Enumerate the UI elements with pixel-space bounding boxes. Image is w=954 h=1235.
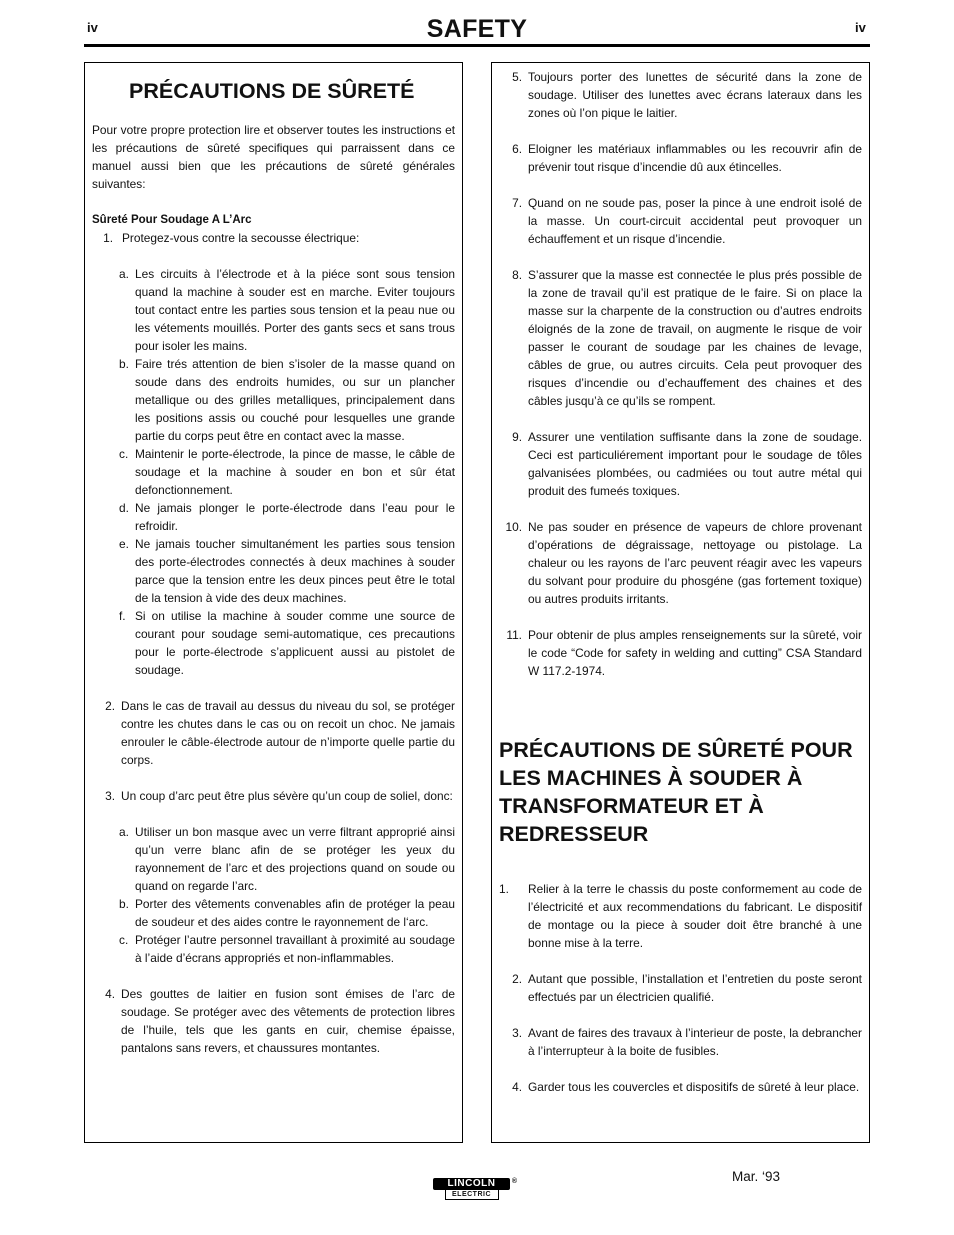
sub-item-3c: c. Protéger l’autre personnel travaillant à proximité au soudage à l’aide d’écrans appropriés et non-inflammables. [119, 933, 455, 965]
list-item-10: 10. Ne pas souder en présence de vapeurs de chlore provenant d’opérations de dégraissage, nettoyage ou pistolage. La chaleur ou les rayons de l’arc peuvent réagir avec les vapeurs du solvant pour produire du phosgéne (gas fortement toxique) ou autres produits irritants. [505, 520, 862, 606]
page-number-left: iv [87, 20, 98, 35]
list-item-3: 3. Un coup d’arc peut être plus sévère qu’un coup de soliel, donc: [105, 789, 453, 803]
right-column-box [491, 62, 870, 1143]
list-item-11: 11. Pour obtenir de plus amples renseignements sur la sûreté, voir le code “Code for safety in welding and cutting” CSA Standard W 117.2-1974. [506, 628, 862, 678]
registered-mark: ® [511, 1178, 517, 1185]
header-rule [84, 44, 870, 47]
sub-item-1a: a. Les circuits à l’électrode et à la piéce sont sous tension quand la machine à souder est en marche. Eviter toujours tout contact entre les parties sous tension et la peau nue ou les vétements mouillés. Porter des gants secs et sans trous pour isoler les mains. [119, 267, 455, 353]
logo-top-text: LINCOLN [433, 1178, 510, 1190]
left-column-box [84, 62, 463, 1143]
list-item-7: 7. Quand on ne soude pas, poser la pince à une endroit isolé de la masse. Un court-circuit accidental peut provoquer un échauffement et un risque d’incendie. [512, 196, 862, 246]
list-text: Protegez-vous contre la secousse électrique: [122, 231, 360, 245]
list-item-1 [92, 229, 455, 247]
list-item-t3: 3. Avant de faires des travaux à l’interieur de poste, la debrancher à l’interrupteur à la boite de fusibles. [512, 1026, 862, 1058]
sub-item-1e: e. Ne jamais toucher simultanément les parties sous tension des porte-électrodes connectés à deux machines à souder parce que la tension entre les deux pinces peut être le total de la tension à vide des deux machines. [119, 537, 455, 605]
page-number-right: iv [855, 20, 866, 35]
sub-item-1b: b. Faire trés attention de bien s’isoler de la masse quand on soude dans des endroits humides, ou sur un plancher metallique ou des grilles metalliques, principalement dans les positions assis ou couché pour lesquelles une grande partie du corps peut être en contact avec la masse. [119, 357, 455, 443]
section-heading-precautions: PRÉCAUTIONS DE SÛRETÉ [129, 79, 415, 103]
list-item-5: 5. Toujours porter des lunettes de sécurité dans la zone de soudage. Utiliser des lunettes avec écrans lateraux dans les zones où l’on pique le laitier. [512, 70, 862, 120]
list-item-9: 9. Assurer une ventilation suffisante dans la zone de soudage. Ceci est particuliérement important pour le soudage de tôles galvanisées plombées, ou cadmiées ou tout autre métal qui produit des fumeés toxiques. [512, 430, 862, 498]
arc-welding-subheading: Sûreté Pour Soudage A L’Arc [92, 214, 252, 226]
logo-bottom-text: ELECTRIC [445, 1190, 499, 1200]
page-title: SAFETY [426, 15, 528, 43]
list-item-t4: 4. Garder tous les couvercles et dispositifs de sûreté à leur place. [512, 1080, 860, 1094]
section-heading-transformer: PRÉCAUTIONS DE SÛRETÉ POUR LES MACHINES À SOUDER À TRANSFORMATEUR ET À REDRESSEUR [499, 738, 853, 846]
intro-paragraph: Pour votre propre protection lire et observer toutes les instructions et les précautions de sûreté specifiques qui parraissent dans ce manuel aussi bien que les précautions de sûreté générales suivantes: [92, 123, 455, 191]
revision-date: Mar. ‘93 [732, 1169, 781, 1184]
list-item-t1: 1. Relier à la terre le chassis du poste conformement au code de l’électricité et aux recommendations du fabricant. Le dispositif de montage ou la piece à souder doit être branché à une bonne mise à la terre. [499, 882, 862, 950]
list-item-6: 6. Eloigner les matériaux inflammables ou les recouvrir afin de prévenir tout risque d’incendie dû aux étincelles. [512, 142, 862, 174]
sub-item-1f: f. Si on utilise la machine à souder comme une source de courant pour soudage semi-automatique, ces precautions pour le porte-électrode s’applicuent aussi au pistolet de soudage. [119, 609, 455, 677]
list-number: 1. [103, 231, 113, 245]
list-item-2: 2. Dans le cas de travail au dessus du niveau du sol, se protéger contre les chutes dans le cas ou on recoit un choc. Ne jamais enrouler le câble-électrode autour de n’importe quelle partie du corps. [105, 699, 455, 767]
sub-item-1d: d. Ne jamais plonger le porte-électrode dans l’eau pour le refroidir. [119, 501, 455, 533]
list-item-4: 4. Des gouttes de laitier en fusion sont émises de l’arc de soudage. Se protéger avec des vêtements de protection libres de l’huile, tels que les gants en cuir, chemise épaisse, pantalons sans revers, et chaussures montantes. [105, 987, 455, 1055]
sub-item-1c: c. Maintenir le porte-électrode, la pince de masse, le câble de soudage et la machine à souder en bon et sûr état defonctionnement. [119, 447, 455, 497]
list-item-t2: 2. Autant que possible, l’installation et l’entretien du poste seront effectués par un électricien qualifié. [512, 972, 862, 1004]
sub-item-3b: b. Porter des vêtements convenables afin de protéger la peau de soudeur et des aides contre le rayonnement de l‘arc. [119, 897, 455, 929]
sub-item-3a: a. Utiliser un bon masque avec un verre filtrant approprié ainsi qu’un verre blanc afin de se protéger les yeux du rayonnement de l’arc et des projections quand on soude ou quand on regarde l’arc. [119, 825, 455, 893]
list-item-8: 8. S’assurer que la masse est connectée le plus prés possible de la zone de travail qu’il est pratique de le faire. Si on place la masse sur la charpente de la construction ou d’autres endroits éloignés de la zone de travail, on augmente le risque de voir passer le courant de soudage par les chaines de levage, câbles de grue, ou autres circuits. Cela peut provoquer des risques d’incendie ou d’echauffement des chaines et des câbles jusqu’à ce qu’ils se rompent. [512, 268, 862, 408]
lincoln-electric-logo [433, 1178, 517, 1200]
